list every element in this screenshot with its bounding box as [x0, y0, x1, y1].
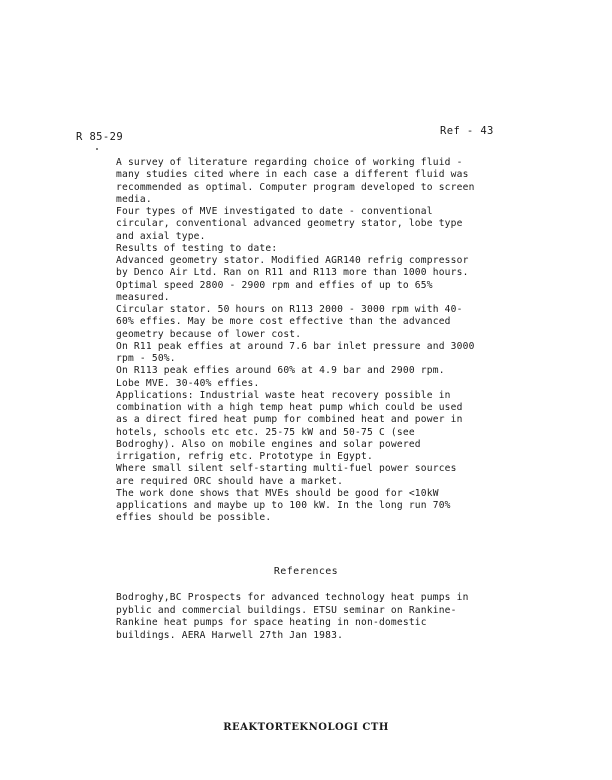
- body-line: A survey of literature regarding choice of working fluid -: [116, 157, 463, 168]
- body-line: as a direct fired heat pump for combined heat and power in: [116, 414, 463, 426]
- body-line: Circular stator. 50 hours on R113 2000 - 3000 rpm with 40-: [116, 304, 463, 315]
- body-line: combination with a high temp heat pump which could be used: [116, 402, 463, 413]
- references-heading: References: [273, 566, 339, 577]
- body-line: Advanced geometry stator. Modified AGR140 refrig compressor: [116, 255, 469, 266]
- body-line: are required ORC should have a market.: [116, 475, 344, 487]
- body-line: On R113 peak effies around 60% at 4.9 bar and 2900 rpm.: [116, 365, 445, 377]
- body-line: applications and maybe up to 100 kW. In the long run 70%: [116, 500, 451, 511]
- report-id: R 85-29: [76, 131, 124, 143]
- body-line: Four types of MVE investigated to date - conventional: [116, 206, 433, 217]
- body-line: On R11 peak effies at around 7.6 bar inlet pressure and 3000: [116, 340, 475, 352]
- reference-line: pyblic and commercial buildings. ETSU seminar on Rankine-: [116, 604, 457, 616]
- body-line: by Denco Air Ltd. Ran on R11 and R113 more than 1000 hours.: [116, 267, 469, 279]
- body-line: effies should be possible.: [116, 512, 272, 524]
- body-line: many studies cited where in each case a different fluid was: [116, 169, 469, 181]
- body-line: rpm - 50%.: [116, 353, 176, 364]
- body-line: Results of testing to date:: [116, 242, 278, 254]
- body-line: circular, conventional advanced geometry stator, lobe type: [116, 218, 463, 230]
- footer-institution: REAKTORTEKNOLOGI CTH: [223, 722, 389, 733]
- body-line: Lobe MVE. 30-40% effies.: [116, 377, 260, 389]
- body-line: Bodroghy). Also on mobile engines and solar powered: [116, 438, 421, 450]
- reference-line: Rankine heat pumps for space heating in non-domestic: [116, 617, 427, 629]
- body-line: measured.: [116, 291, 170, 303]
- body-line: geometry because of lower cost.: [116, 328, 302, 340]
- body-line: Where small silent self-starting multi-fuel power sources: [116, 463, 457, 475]
- references-list: [116, 592, 516, 642]
- reference-number: Ref - 43: [440, 125, 494, 137]
- reference-line: buildings. AERA Harwell 27th Jan 1983.: [116, 629, 344, 641]
- body-line: irrigation, refrig etc. Prototype in Egypt.: [116, 451, 373, 462]
- body-text: [116, 157, 516, 525]
- body-line: The work done shows that MVEs should be good for <10kW: [116, 487, 439, 499]
- scan-speck: [96, 148, 98, 150]
- body-line: 60% effies. May be more cost effective than the advanced: [116, 316, 451, 328]
- reference-line: Bodroghy,BC Prospects for advanced technology heat pumps in: [116, 592, 469, 603]
- body-line: and axial type.: [116, 230, 206, 242]
- body-line: Optimal speed 2800 - 2900 rpm and effies of up to 65%: [116, 279, 433, 291]
- body-line: recommended as optimal. Computer program developed to screen: [116, 181, 475, 193]
- body-line: Applications: Industrial waste heat recovery possible in: [116, 389, 451, 401]
- body-line: hotels, schools etc etc. 25-75 kW and 50-75 C (see: [116, 426, 415, 438]
- body-line: media.: [116, 193, 152, 205]
